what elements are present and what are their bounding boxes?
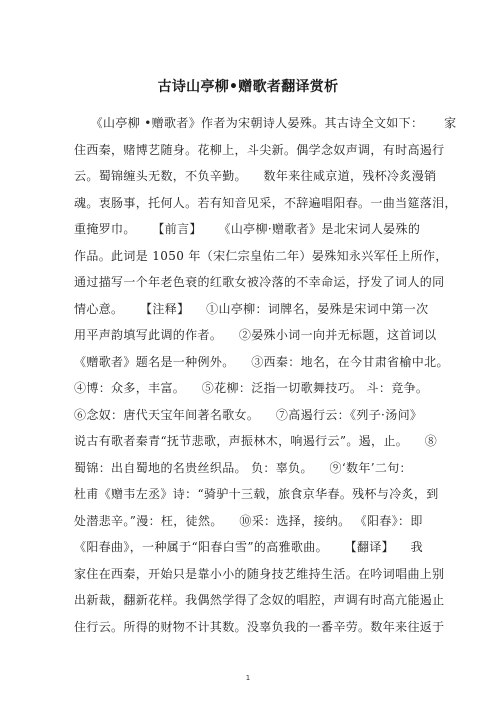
body-line: 通过描写一个年老色衰的红歌女被冷落的不幸命运，抒发了词人的同 [74,275,445,289]
body-line: 住行云。所得的财物不计其数。没辜负我的一番辛劳。数年来往返于 [74,619,445,634]
body-line: 云。蜀锦缠头无数，不负辛勤。 数年来往咸京道，残杯冷炙漫销 [74,169,437,183]
body-line: 蜀锦：出自蜀地的名贵丝织品。 负：辜负。 ⑨‘数年’二句： [74,460,412,475]
document-body [74,110,457,640]
body-line: ⑥念奴：唐代天宝年间著名歌女。 ⑦高遏行云：《列子·汤问》 [74,407,423,422]
page-number: 1 [245,674,251,682]
body-line: 说古有歌者秦青“抚节悲歌，声振林木，响遏行云”。遏，止。 ⑧ [74,434,438,448]
body-line: 《赠歌者》题名是一种例外。 ③西秦：地名，在今甘肃省榆中北。 [74,354,449,369]
body-line: 住西秦，赌博艺随身。花柳上，斗尖新。偶学念奴声调，有时高遏行 [74,142,445,157]
body-line: 处潜悲辛。”漫：枉，徒然。 ⑩采：选择，接纳。 《阳春》：即 [74,513,423,528]
body-line: 家住在西秦，开始只是靠小小的随身技艺维持生活。在吟词唱曲上别 [74,566,445,581]
body-line: 用平声韵填写此调的作者。 ②晏殊小词一向并无标题，这首词以 [74,328,437,342]
body-line: 重掩罗巾。 【前言】 《山亭柳·赠歌者》是北宋词人晏殊的 [74,222,421,236]
body-line: 情心意。 【注释】 ①山亭柳：词牌名，晏殊是宋词中第一次 [74,301,429,316]
body-line: 作品。此词是 1050 年（宋仁宗皇佑二年）晏殊知永兴军任上所作， [74,248,448,263]
body-line: 魂。衷肠事，托何人。若有知音见采，不辞遍唱阳春。一曲当筵落泪， [74,195,457,210]
body-line: 杜甫《赠韦左丞》诗：“骑驴十三载，旅食京华春。残杯与冷炙，到 [74,487,439,501]
body-line: ④博：众多，丰富。 ⑤花柳：泛指一切歌舞技巧。 斗：竞争。 [74,381,429,395]
body-line: 出新裁，翻新花样。我偶然学得了念奴的唱腔，声调有时高亢能遏止 [74,593,445,607]
body-line: 《山亭柳 •赠歌者》作者为宋朝诗人晏殊。其古诗全文如下： 家 [74,116,457,130]
document-title: 古诗山亭柳•赠歌者翻译赏析 [157,79,339,95]
body-line: 《阳春曲》，一种属于“阳春白雪”的高雅歌曲。 【翻译】 我 [74,540,424,554]
